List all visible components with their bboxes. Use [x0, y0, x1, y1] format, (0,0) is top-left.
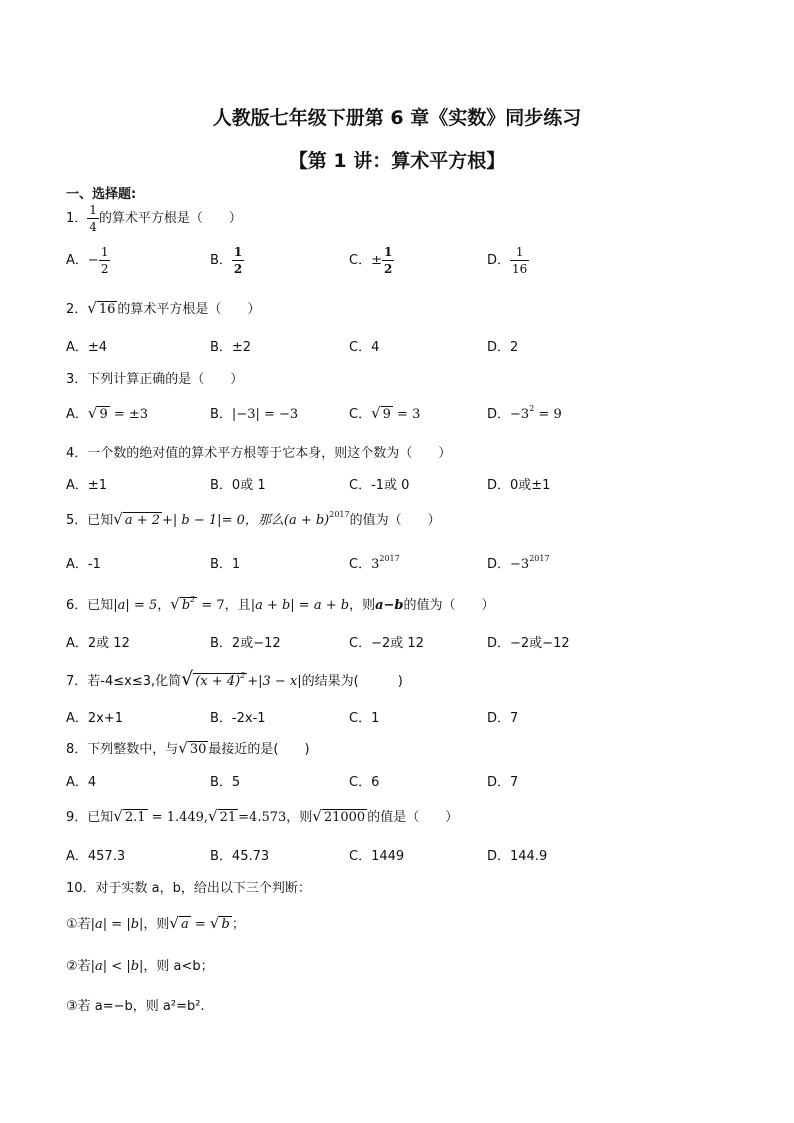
- q4-option-b[interactable]: B．0或 1: [210, 478, 266, 493]
- q9-option-c[interactable]: C．1449: [349, 849, 405, 864]
- q7-option-d[interactable]: D．7: [487, 711, 519, 726]
- q10-statement-1: ①若|a| = |b|，则√ a = √ b ；: [66, 914, 245, 932]
- q5-option-b[interactable]: B．1: [210, 557, 241, 572]
- q5-option-c[interactable]: C．$3^{2017}$: [349, 554, 400, 572]
- q9-option-d[interactable]: D．144.9: [487, 849, 548, 864]
- q2-option-d[interactable]: D．2: [487, 340, 519, 355]
- q5-option-d[interactable]: D．$-3^{2017}$: [487, 554, 550, 572]
- q5-option-a[interactable]: A．-1: [66, 557, 101, 572]
- section-heading: 一、选择题:: [66, 187, 137, 202]
- q1-option-b[interactable]: B． $\frac{1}{2}$: [210, 245, 243, 276]
- q4-option-c[interactable]: C．-1或 0: [349, 478, 410, 493]
- q3-option-a[interactable]: A．√ 9 = ±3: [66, 404, 149, 422]
- q10-statement-2: ②若|a| < |b|，则 a<b；: [66, 959, 214, 974]
- question-8: 8．下列整数中，与√ 30 最接近的是( ): [66, 739, 310, 757]
- q2-option-c[interactable]: C．4: [349, 340, 380, 355]
- q8-option-c[interactable]: C．6: [349, 775, 380, 790]
- question-2: 2．√ 16 的算术平方根是（ ）: [66, 299, 261, 317]
- question-6: 6．已知|a| = 5，√ $b^2 = 7$，且|a + b| = a + b，则a−b的值为（ ）: [66, 595, 495, 613]
- q1-option-c[interactable]: C．± $\frac{1}{2}$: [349, 245, 393, 276]
- sqrt-expression: √ 16: [87, 299, 116, 317]
- document-subtitle: 【第 1 讲：算术平方根】: [288, 150, 506, 172]
- q6-option-d[interactable]: D．−2或−12: [487, 636, 570, 651]
- q10-statement-3: ③若 a=−b，则 a²=b².: [66, 999, 205, 1014]
- q3-option-d[interactable]: D．$-3^2 = 9$: [487, 404, 562, 422]
- q3-option-b[interactable]: B．|−3| = −3: [210, 407, 299, 422]
- q2-option-a[interactable]: A．±4: [66, 340, 108, 355]
- question-5: 5．已知√ a + 2 +| b − 1|= 0，那么$(a + b)^{2017}$的值为（ ）: [66, 510, 441, 528]
- q6-option-c[interactable]: C．−2或 12: [349, 636, 424, 651]
- q7-option-a[interactable]: A．2x+1: [66, 711, 124, 726]
- question-4: 4．一个数的绝对值的算术平方根等于它本身，则这个数为（ ）: [66, 446, 452, 461]
- q1-option-d[interactable]: D． $\frac{1}{16}$: [487, 245, 528, 276]
- q4-option-d[interactable]: D．0或±1: [487, 478, 551, 493]
- q4-option-a[interactable]: A．±1: [66, 478, 108, 493]
- q9-option-a[interactable]: A．457.3: [66, 849, 126, 864]
- q2-option-b[interactable]: B．±2: [210, 340, 252, 355]
- q8-option-d[interactable]: D．7: [487, 775, 519, 790]
- document-title: 人教版七年级下册第 6 章《实数》同步练习: [212, 107, 582, 129]
- q8-option-a[interactable]: A．4: [66, 775, 97, 790]
- q6-option-b[interactable]: B．2或−12: [210, 636, 281, 651]
- q3-option-c[interactable]: C．√ 9 = 3: [349, 404, 421, 422]
- q6-option-a[interactable]: A．2或 12: [66, 636, 130, 651]
- fraction: $\frac{1}{4}$: [89, 203, 97, 234]
- q8-option-b[interactable]: B．5: [210, 775, 241, 790]
- question-3: 3．下列计算正确的是（ ）: [66, 372, 244, 387]
- question-9: 9．已知√ 2.1 = 1.449,√ 21 =4.573，则√ 21000 的值是（ ）: [66, 807, 459, 825]
- q9-option-b[interactable]: B．45.73: [210, 849, 270, 864]
- question-10: 10．对于实数 a，b，给出以下三个判断：: [66, 881, 311, 896]
- q7-option-b[interactable]: B．-2x-1: [210, 711, 266, 726]
- question-1: 1． $\frac{1}{4}$ 的算术平方根是（ ）: [66, 203, 242, 234]
- q1-option-a[interactable]: A．− $\frac{1}{2}$: [66, 245, 109, 276]
- q7-option-c[interactable]: C．1: [349, 711, 380, 726]
- question-7: 7．若-4≤x≤3,化简√ $(x + 4)^2 +|3 - x|$的结果为( ): [66, 668, 403, 690]
